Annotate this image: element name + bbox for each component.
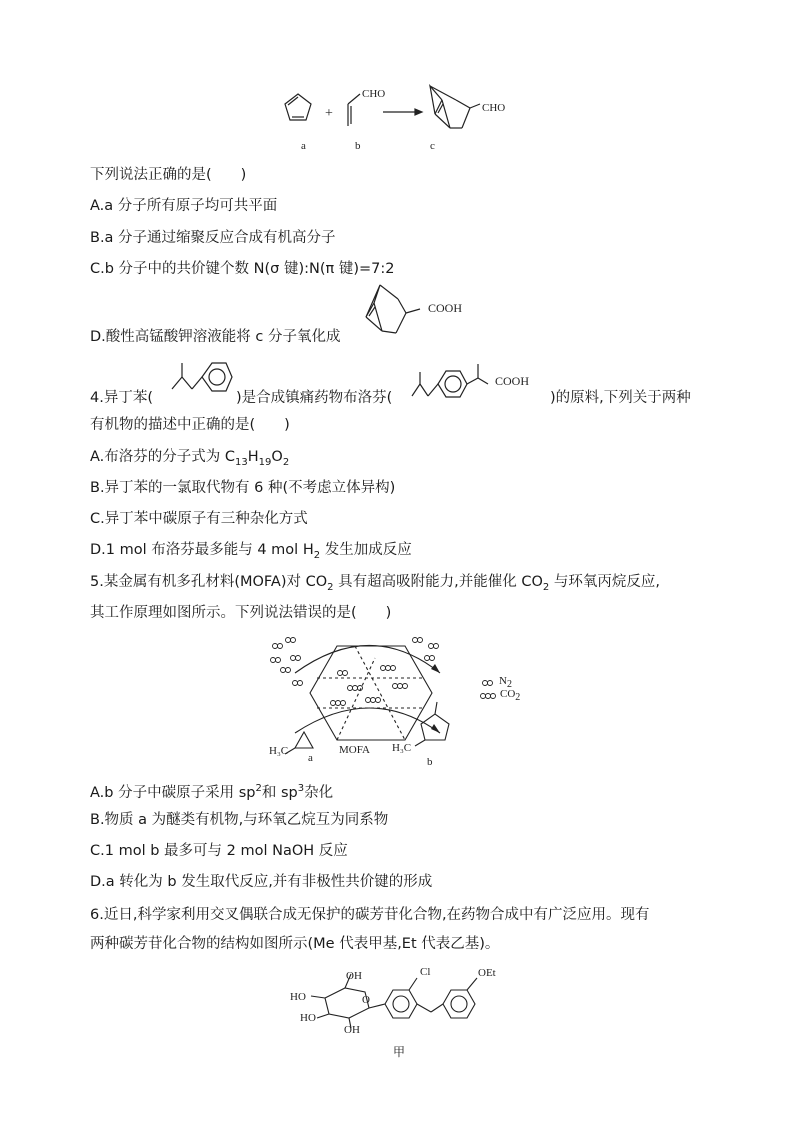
q4-option-a: A.布洛芬的分子式为 $C_{13}H_{19}O_2$ bbox=[90, 449, 290, 468]
cl-label: Cl bbox=[420, 966, 431, 978]
legend-co2: $CO_2$ bbox=[500, 688, 521, 704]
q5-line1: 5.某金属有机多孔材料(MOFA)对 $CO_2$ 具有超高吸附能力,并能催化 $CO_2$ 与环氧丙烷反应, bbox=[90, 574, 660, 593]
q5-fig-label-b: b bbox=[427, 756, 433, 768]
q3-option-b: B.a 分子通过缩聚反应合成有机高分子 bbox=[90, 230, 336, 246]
q3-stem: 下列说法正确的是( ) bbox=[90, 167, 247, 183]
label-c: c bbox=[430, 140, 435, 152]
reaction-scheme bbox=[280, 82, 520, 157]
q4-option-b: B.异丁苯的一氯取代物有 6 种(不考虑立体异构) bbox=[90, 480, 396, 496]
q5-line2: 其工作原理如图所示。下列说法错误的是( ) bbox=[90, 605, 392, 621]
cooh-label-q4: COOH bbox=[495, 374, 530, 388]
mofa-label: MOFA bbox=[339, 744, 370, 756]
q3-option-d: D.酸性高锰酸钾溶液能将 c 分子氧化成 bbox=[90, 329, 341, 345]
acrolein-structure bbox=[348, 94, 360, 126]
q5-fig-label-a: a bbox=[308, 752, 313, 764]
h3c-label-b: H₃C bbox=[392, 742, 412, 754]
q4-line1-b: )是合成镇痛药物布洛芬( bbox=[236, 390, 393, 406]
q5-option-c: C.1 mol b 最多可与 2 mol NaOH 反应 bbox=[90, 843, 348, 859]
q4-option-c: C.异丁苯中碳原子有三种杂化方式 bbox=[90, 511, 308, 527]
plus-sign: + bbox=[325, 106, 333, 121]
reaction-arrow bbox=[383, 109, 422, 115]
ho-left: HO bbox=[290, 991, 306, 1003]
ho-lower: HO bbox=[300, 1012, 316, 1024]
q6-line1: 6.近日,科学家利用交叉偶联合成无保护的碳芳苷化合物,在药物合成中有广泛应用。现有 bbox=[90, 907, 650, 923]
q4-line1-c: )的原料,下列关于两种 bbox=[550, 390, 691, 406]
q4-option-d: D.1 mol 布洛芬最多能与 4 mol $H_2$ 发生加成反应 bbox=[90, 542, 412, 561]
q3-option-a: A.a 分子所有原子均可共平面 bbox=[90, 198, 278, 214]
q4-line1-a: 4.异丁苯( bbox=[90, 390, 153, 406]
legend-n2: $N_2$ bbox=[499, 675, 512, 691]
isobutylbenzene-structure bbox=[160, 355, 235, 405]
q3-option-c: C.b 分子中的共价键个数 N(σ 键):N(π 键)=7:2 bbox=[90, 261, 395, 277]
c-glycoside-structure bbox=[285, 962, 535, 1042]
h3c-label-a: H₃C bbox=[269, 745, 289, 757]
label-a: a bbox=[301, 140, 306, 152]
cho-label-c: CHO bbox=[482, 102, 506, 114]
q5-option-a: A.b 分子中碳原子采用 $sp^2$和 $sp^3$杂化 bbox=[90, 783, 334, 801]
q6-line2: 两种碳芳苷化合物的结构如图所示(Me 代表甲基,Et 代表乙基)。 bbox=[90, 936, 500, 952]
cooh-label-q3: COOH bbox=[428, 301, 463, 315]
compound-label-jia: 甲 bbox=[393, 1045, 406, 1059]
q5-option-b: B.物质 a 为醚类有机物,与环氧乙烷互为同系物 bbox=[90, 812, 389, 828]
ring-oxygen: O bbox=[362, 994, 370, 1006]
q4-line2: 有机物的描述中正确的是( ) bbox=[90, 417, 290, 433]
oh-top: OH bbox=[346, 970, 362, 982]
q5-option-d: D.a 转化为 b 发生取代反应,并有非极性共价键的形成 bbox=[90, 874, 433, 890]
oet-label: OEt bbox=[478, 967, 496, 979]
norbornene-aldehyde-structure bbox=[430, 86, 480, 128]
cyclopentadiene-structure bbox=[285, 94, 311, 120]
oh-bottom: OH bbox=[344, 1024, 360, 1036]
label-b: b bbox=[355, 140, 361, 152]
cho-label-b: CHO bbox=[362, 88, 386, 100]
